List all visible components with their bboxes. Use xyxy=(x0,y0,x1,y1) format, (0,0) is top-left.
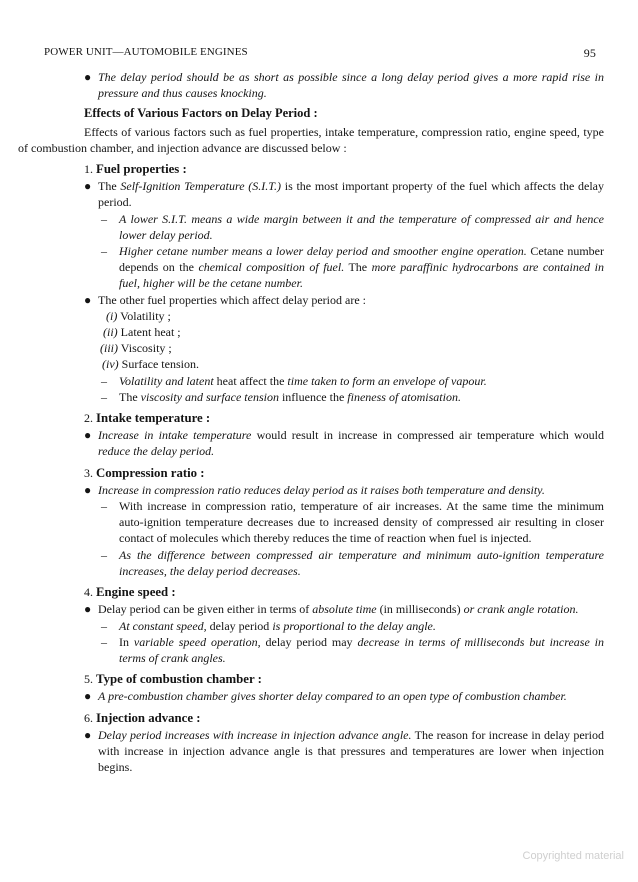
injection-bullet: ● Delay period increases with increase in injection advance angle. The reason for increase in delay period with increase in injection advance angle is that pressures and temperatures are lower when injection begins. xyxy=(84,727,605,775)
bullet-icon: ● xyxy=(84,602,92,617)
section-heading: Effects of Various Factors on Delay Period : xyxy=(84,106,318,121)
bullet-icon: ● xyxy=(84,689,92,704)
dash-icon: – xyxy=(101,618,107,633)
dash-icon: – xyxy=(101,634,107,649)
bullet-icon: ● xyxy=(84,179,92,194)
running-head xyxy=(44,46,596,60)
bullet-icon: ● xyxy=(84,428,92,443)
heading-injection-advance: 6. Injection advance : xyxy=(84,710,201,725)
bullet-icon: ● xyxy=(84,292,92,307)
list-item: (i) Volatility ; xyxy=(106,308,171,323)
fuel-cetane-dash: – Higher cetane number means a lower delay period and smoother engine operation. Cetane number depends on the chemical composition of fuel. The more paraffinic hydrocarbons are contained in fuel, higher will be the cetane number. xyxy=(101,244,604,291)
list-item: (iv) Surface tension. xyxy=(102,357,199,372)
heading-fuel-properties: 1. Fuel properties : xyxy=(84,162,187,177)
bullet-icon: ● xyxy=(84,70,92,84)
fuel-sit-dash: – A lower S.I.T. means a wide margin between it and the temperature of compressed air and hence lower delay period. xyxy=(101,211,604,242)
list-item: (iii) Viscosity ; xyxy=(100,341,172,356)
heading-combustion-chamber: 5. Type of combustion chamber : xyxy=(84,672,262,687)
dash-icon: – xyxy=(101,211,107,226)
compression-bullet: ● Increase in compression ratio reduces delay period as it raises both temperature and density. xyxy=(84,482,545,497)
speed-dash-1: – At constant speed, delay period is proportional to the delay angle. xyxy=(101,618,436,633)
speed-dash-2: – In variable speed operation, delay period may decrease in terms of milliseconds but increase in terms of crank angles. xyxy=(101,634,604,665)
bullet-icon: ● xyxy=(84,727,92,742)
page-number: 95 xyxy=(583,46,596,60)
list-item: (ii) Latent heat ; xyxy=(103,325,181,340)
compression-dash-1: – With increase in compression ratio, temperature of air increases. At the same time the minimum auto-ignition temperature decreases due to increased density of compressed air resulting in closer contact of molecules which thereby reduces the time of reaction when fuel is injected. xyxy=(101,499,604,546)
dash-icon: – xyxy=(101,373,107,388)
heading-compression-ratio: 3. Compression ratio : xyxy=(84,465,205,480)
section-intro: Effects of various factors such as fuel properties, intake temperature, compression ratio, engine speed, type of combustion chamber, and injection advance are discussed below : xyxy=(18,124,604,155)
fuel-volatility-dash: – Volatility and latent heat affect the time taken to form an envelope of vapour. xyxy=(101,373,487,388)
running-head-title: POWER UNIT—AUTOMOBILE ENGINES xyxy=(44,46,248,58)
heading-engine-speed: 4. Engine speed : xyxy=(84,585,176,600)
speed-bullet: ● Delay period can be given either in terms of absolute time (in milliseconds) or crank angle rotation. xyxy=(84,602,579,617)
watermark: Copyrighted material xyxy=(522,850,624,862)
fuel-other-bullet: ● The other fuel properties which affect delay period are : xyxy=(84,292,366,307)
dash-icon: – xyxy=(101,244,107,259)
heading-intake-temperature: 2. Intake temperature : xyxy=(84,411,211,426)
intro-bullet: ● The delay period should be as short as possible since a long delay period gives a more rapid rise in pressure and thus causes knocking. xyxy=(84,70,604,101)
dash-icon: – xyxy=(101,499,107,514)
fuel-viscosity-dash: – The viscosity and surface tension influence the fineness of atomisation. xyxy=(101,389,461,404)
chamber-bullet: ● A pre-combustion chamber gives shorter delay compared to an open type of combustion chamber. xyxy=(84,689,567,704)
intake-bullet: ● Increase in intake temperature would result in increase in compressed air temperature which would reduce the delay period. xyxy=(84,428,605,459)
bullet-icon: ● xyxy=(84,482,92,497)
dash-icon: – xyxy=(101,389,107,404)
page-body xyxy=(18,69,604,775)
dash-icon: – xyxy=(101,547,107,562)
compression-dash-2: – As the difference between compressed air temperature and minimum auto-ignition temperature increases, the delay period decreases. xyxy=(101,547,604,578)
fuel-sit-bullet: ● The Self-Ignition Temperature (S.I.T.) is the most important property of the fuel which affects the delay period. xyxy=(84,179,604,210)
